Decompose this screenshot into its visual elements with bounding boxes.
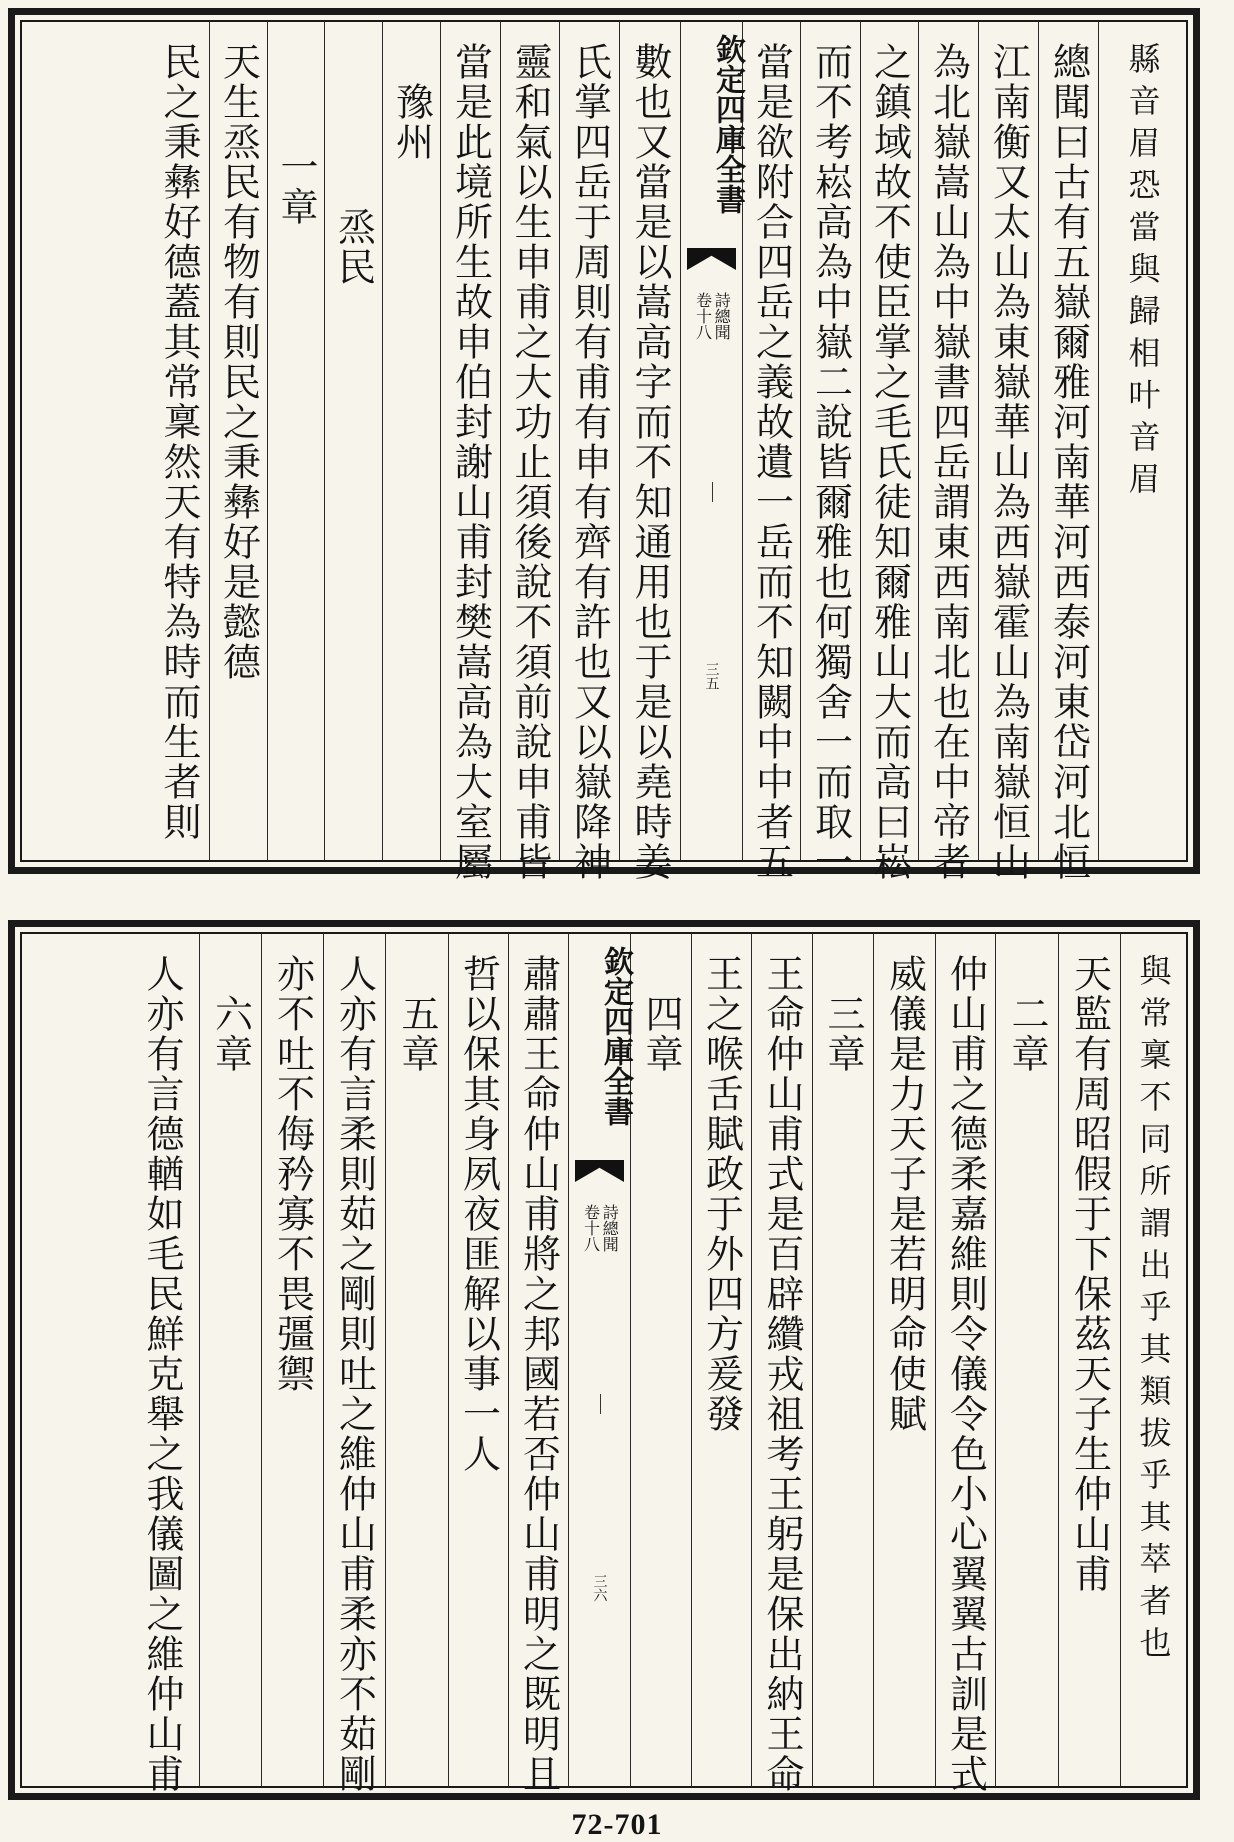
- bottom-page-columns: [20, 932, 1188, 1794]
- verse-text: 靈和氣以生申甫之大功止須後說不須前說申甫皆: [508, 42, 552, 882]
- fishtail-mark-icon: [687, 248, 736, 270]
- volume-number: 卷十八: [693, 292, 713, 340]
- annotation-text: 縣音眉恐當與歸相叶音眉: [1123, 42, 1162, 504]
- text-column: [978, 22, 1038, 882]
- verse-text: 威儀是力天子是若明命使賦: [882, 954, 927, 1434]
- book-reference: [694, 292, 730, 340]
- library-title: 欽定四庫全書: [598, 946, 633, 1126]
- text-column: [619, 22, 680, 882]
- text-column: [995, 934, 1058, 1786]
- text-column: [267, 22, 324, 860]
- section-heading: 三章: [821, 994, 865, 1074]
- verse-text: 江南衡又太山為東嶽華山為西嶽霍山為南嶽恒山: [986, 42, 1031, 882]
- text-column: [812, 934, 873, 1786]
- section-heading: 二章: [1005, 994, 1049, 1074]
- text-column: [199, 934, 261, 1786]
- text-column: [382, 22, 440, 860]
- section-heading: 一章: [274, 147, 318, 227]
- book-title: 詩總聞: [712, 292, 732, 340]
- annotation-text: 與常稟不同所謂出乎其類拔乎其萃者也: [1134, 954, 1173, 1668]
- section-heading: 烝民: [331, 207, 376, 287]
- fold-tick: [600, 1394, 601, 1414]
- verse-text: 當是此境所生故申伯封謝山甫封樊嵩高為大室屬: [448, 42, 493, 882]
- book-reference: [582, 1204, 618, 1252]
- volume-number: 卷十八: [581, 1204, 601, 1252]
- text-column: [323, 934, 385, 1794]
- text-column: [742, 22, 800, 882]
- page-number-footer: 72-701: [571, 1808, 663, 1841]
- verse-text: 氏掌四岳于周則有甫有申有齊有許也又以嶽降神: [567, 42, 612, 882]
- verse-text: 而不考崧高為中嶽二說皆爾雅也何獨舍一而取一: [808, 42, 853, 882]
- verse-text: 當是欲附合四岳之義故遺一岳而不知闕中中者五: [749, 42, 794, 882]
- text-column: [800, 22, 860, 882]
- verse-text: 之鎮域故不使臣掌之毛氏徒知爾雅山大而高曰崧: [867, 42, 912, 882]
- text-column: [1120, 934, 1186, 1786]
- text-column: [261, 934, 323, 1786]
- section-heading: 五章: [395, 994, 439, 1074]
- leaf-number: 三五: [703, 662, 720, 690]
- verse-text: 為北嶽嵩山為中嶽書四岳謂東西南北也在中帝者: [926, 42, 971, 882]
- text-column: [440, 22, 500, 882]
- verse-text: 王之喉舌賦政于外四方爰發: [699, 954, 744, 1434]
- text-column: [209, 22, 267, 860]
- text-column: [691, 934, 751, 1786]
- text-column: [385, 934, 448, 1786]
- verse-text: 人亦有言德輶如毛民鮮克舉之我儀圖之維仲山甫: [140, 954, 184, 1794]
- verse-text: 天監有周昭假于下保茲天子生仲山甫: [1067, 954, 1112, 1594]
- verse-text: 人亦有言柔則茹之剛則吐之維仲山甫柔亦不茹剛: [332, 954, 377, 1794]
- center-fold: [680, 22, 745, 860]
- text-column: [1098, 22, 1186, 860]
- text-column: [559, 22, 619, 882]
- fishtail-mark-icon: [575, 1160, 624, 1182]
- fold-tick: [712, 482, 713, 502]
- verse-text: 王命仲山甫式是百辟纘戎祖考王躬是保出納王命: [760, 954, 804, 1794]
- verse-text: 數也又當是以嵩高字而不知通用也于是以堯時姜: [628, 42, 672, 882]
- text-column: [508, 934, 568, 1794]
- top-page-columns: [20, 20, 1188, 882]
- library-title: 欽定四庫全書: [710, 34, 745, 214]
- verse-text: 亦不吐不侮矜寡不畏彊禦: [270, 954, 315, 1394]
- text-column: [1058, 934, 1120, 1786]
- text-column: [324, 22, 382, 860]
- section-heading: 六章: [208, 994, 253, 1074]
- text-column: [918, 22, 978, 882]
- text-column: [125, 934, 199, 1794]
- section-heading: 四章: [639, 994, 683, 1074]
- verse-text: 總聞曰古有五嶽爾雅河南華河西泰河東岱河北恒: [1046, 42, 1091, 882]
- text-column: [860, 22, 918, 882]
- text-column: [500, 22, 559, 882]
- verse-text: 哲以保其身夙夜匪解以事一人: [456, 954, 501, 1474]
- verse-text: 仲山甫之德柔嘉維則令儀令色小心翼翼古訓是式: [943, 954, 988, 1794]
- text-column: [448, 934, 508, 1786]
- text-column: [751, 934, 812, 1794]
- verse-text: 民之秉彝好德蓋其常稟然天有特為時而生者則: [157, 42, 201, 842]
- text-column: [1038, 22, 1098, 882]
- text-column: [630, 934, 691, 1786]
- section-heading: 豫州: [389, 82, 434, 162]
- text-column: [873, 934, 935, 1786]
- text-column: [935, 934, 995, 1794]
- verse-text: 天生烝民有物有則民之秉彝好是懿德: [216, 42, 261, 682]
- text-column: [149, 22, 209, 860]
- top-page: [8, 8, 1200, 882]
- verse-text: 肅肅王命仲山甫將之邦國若否仲山甫明之既明且: [516, 954, 561, 1794]
- center-fold: [568, 934, 633, 1786]
- leaf-number: 三六: [591, 1574, 608, 1602]
- book-title: 詩總聞: [600, 1204, 620, 1252]
- bottom-page: [8, 920, 1200, 1800]
